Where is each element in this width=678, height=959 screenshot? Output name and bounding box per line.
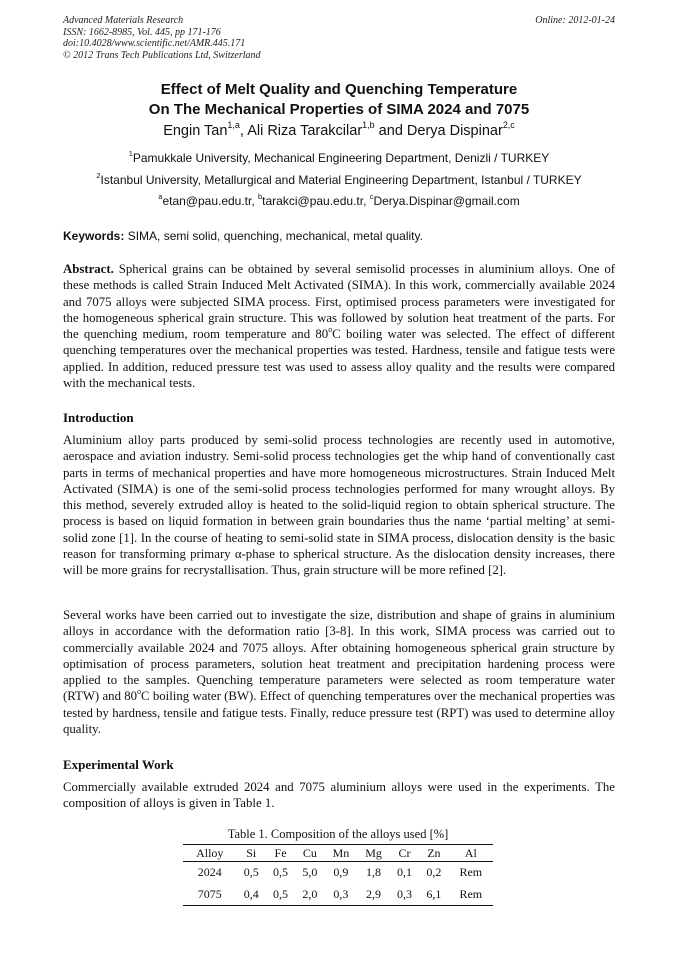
keywords <box>63 229 615 243</box>
table-cell: 0,1 <box>397 865 413 880</box>
table-cell: Rem <box>459 886 483 901</box>
table-cell: 0,4 <box>243 886 259 901</box>
paragraph-text-cont: C boiling water (BW). Effect of quenching temperatures over the mechanical properties was tested by hardness, tensile and fatigue tests. Finally, reduce pressure test (RPT) was used to determine alloy quality. <box>63 689 616 737</box>
email-address: tarakci@pau.edu.tr, <box>262 194 370 208</box>
table-header-row <box>183 845 493 862</box>
column-header: Fe <box>274 845 287 860</box>
affiliation-text: Istanbul University, Metallurgical and Material Engineering Department, Istanbul / TURKEY <box>100 173 582 187</box>
table-cell: 6,1 <box>426 886 442 901</box>
author-affil-sup: 2,c <box>502 120 515 131</box>
affiliation-sup: 1 <box>128 149 133 159</box>
affiliation-2 <box>0 173 678 187</box>
author-separator: , <box>239 123 248 139</box>
email-address: etan@pau.edu.tr, <box>162 194 259 208</box>
column-header: Si <box>246 845 257 860</box>
email-sup: a <box>158 192 163 202</box>
doi-line: doi:10.4028/www.scientific.net/AMR.445.171 <box>63 38 246 49</box>
column-header: Zn <box>427 845 441 860</box>
online-date: Online: 2012-01-24 <box>535 15 615 26</box>
introduction-paragraph-2 <box>63 607 615 737</box>
affiliation-sup: 2 <box>96 171 101 181</box>
table-row <box>183 862 493 884</box>
table-caption: Table 1. Composition of the alloys used [%] <box>227 827 449 841</box>
table-cell: Rem <box>459 865 483 880</box>
table-cell: 1,8 <box>366 865 382 880</box>
degree-sup: o <box>328 325 333 335</box>
column-header: Mg <box>365 845 382 860</box>
table-cell: 7075 <box>197 886 222 901</box>
email-address: Derya.Dispinar@gmail.com <box>373 194 520 208</box>
table-cell: 2,0 <box>302 886 318 901</box>
table-row <box>183 884 493 906</box>
paragraph-text: Several works have been carried out to investigate the size, distribution and shape of grains in aluminium alloys in accordance with the deformation ratio [3-8]. In this work, SIMA process was carried out to commercially available 2024 and 7075 alloys. After obtaining homogeneous spherical grain structure by optimisation of process parameters, solution heat treatment and precipitation hardening process were applied to the samples. Quenching temperature parameters were selected as room temperature water (RTW) and 80 <box>63 608 615 704</box>
email-sup: c <box>369 192 374 202</box>
affiliation-text: Pamukkale University, Mechanical Engineering Department, Denizli / TURKEY <box>132 151 550 165</box>
abstract-text-cont: C boiling water was selected. The effect of different quenching temperatures over the mechanical properties was tested. Hardness, tensile and fatigue tests were applied. In addition, reduced pressure test was used to assess alloy quality and the results were compared with the mechanical tests. <box>63 327 615 391</box>
table-cell: 0,3 <box>333 886 349 901</box>
composition-table <box>183 844 493 906</box>
author-affil-sup: 1,b <box>362 120 375 131</box>
keywords-label: Keywords: <box>63 229 125 243</box>
introduction-paragraph-1: Aluminium alloy parts produced by semi-solid process technologies are recently used in automotive, aerospace and aviation industry. Semi-solid process technologies get the whip hand of conventionally cast parts in terms of mechanical properties and have more homogeneous microstructures. Strain Induced Melt Activated (SIMA) is one of the semi-solid process technologies performed for many wrought alloys. By this method, severely extruded alloy is heated to the solid-liquid region to obtain spherical structure. The process is based on liquid formation in between grain boundaries thus the name ‘partial melting’ at semi-solid zone [1]. In the course of heating to semi-solid state in SIMA process, dislocation density is the basic reason for transforming primary α-phase to spherical structure. As the dislocation density increases, there will be more grains for recrystallisation. Thus, grain structure will be more refined [2]. <box>63 433 615 578</box>
table-cell: 2024 <box>197 865 222 880</box>
email-sup: b <box>258 192 263 202</box>
column-header: Cu <box>302 845 317 860</box>
degree-sup: o <box>137 687 142 697</box>
column-header: Cr <box>398 845 411 860</box>
title-line-2: On The Mechanical Properties of SIMA 2024 and 7075 <box>148 101 530 118</box>
paper-title <box>0 80 678 120</box>
column-header: Mn <box>332 845 350 860</box>
author-list <box>0 120 678 139</box>
abstract-text: Spherical grains can be obtained by several semisolid processes in aluminium alloys. One of these methods is called Strain Induced Melt Activated (SIMA). In this work, commercially available 2024 and 7075 alloys were subjected SIMA process. First, optimised process parameters were investigated for the homogeneous spherical grain structure. This was followed by solution heat treatment of the parts. For the quenching medium, room temperature and 80 <box>63 262 615 342</box>
column-header: Al <box>464 845 477 860</box>
abstract <box>63 261 615 391</box>
author-name: Derya Dispinar <box>406 123 503 139</box>
table-cell: 0,2 <box>426 865 442 880</box>
author-name: Engin Tan <box>163 123 228 139</box>
table-cell: 5,0 <box>302 865 318 880</box>
author-affil-sup: 1,a <box>227 120 240 131</box>
email-line <box>0 194 678 208</box>
journal-header <box>63 15 615 61</box>
experimental-paragraph: Commercially available extruded 2024 and 7075 aluminium alloys were used in the experiments. The composition of alloys is given in Table 1. <box>63 780 615 811</box>
table-cell: 0,3 <box>397 886 413 901</box>
column-header: Alloy <box>196 845 224 860</box>
experimental-heading: Experimental Work <box>63 757 174 772</box>
table-cell: 0,5 <box>273 886 289 901</box>
abstract-label: Abstract. <box>63 262 114 276</box>
table-cell: 2,9 <box>366 886 382 901</box>
issn-line: ISSN: 1662-8985, Vol. 445, pp 171-176 <box>63 26 221 38</box>
author-separator: and <box>374 123 407 139</box>
author-name: Ali Riza Tarakcilar <box>247 123 363 139</box>
table-cell: 0,5 <box>243 865 259 880</box>
table-cell: 0,9 <box>333 865 349 880</box>
title-line-1: Effect of Melt Quality and Quenching Temperature <box>160 81 518 98</box>
table-1 <box>183 827 493 906</box>
affiliation-1 <box>0 151 678 165</box>
journal-name: Advanced Materials Research <box>63 15 184 26</box>
table-cell: 0,5 <box>273 865 289 880</box>
introduction-heading: Introduction <box>63 410 134 425</box>
keywords-text: SIMA, semi solid, quenching, mechanical, metal quality. <box>127 229 423 243</box>
copyright-line: © 2012 Trans Tech Publications Ltd, Switzerland <box>63 49 261 61</box>
